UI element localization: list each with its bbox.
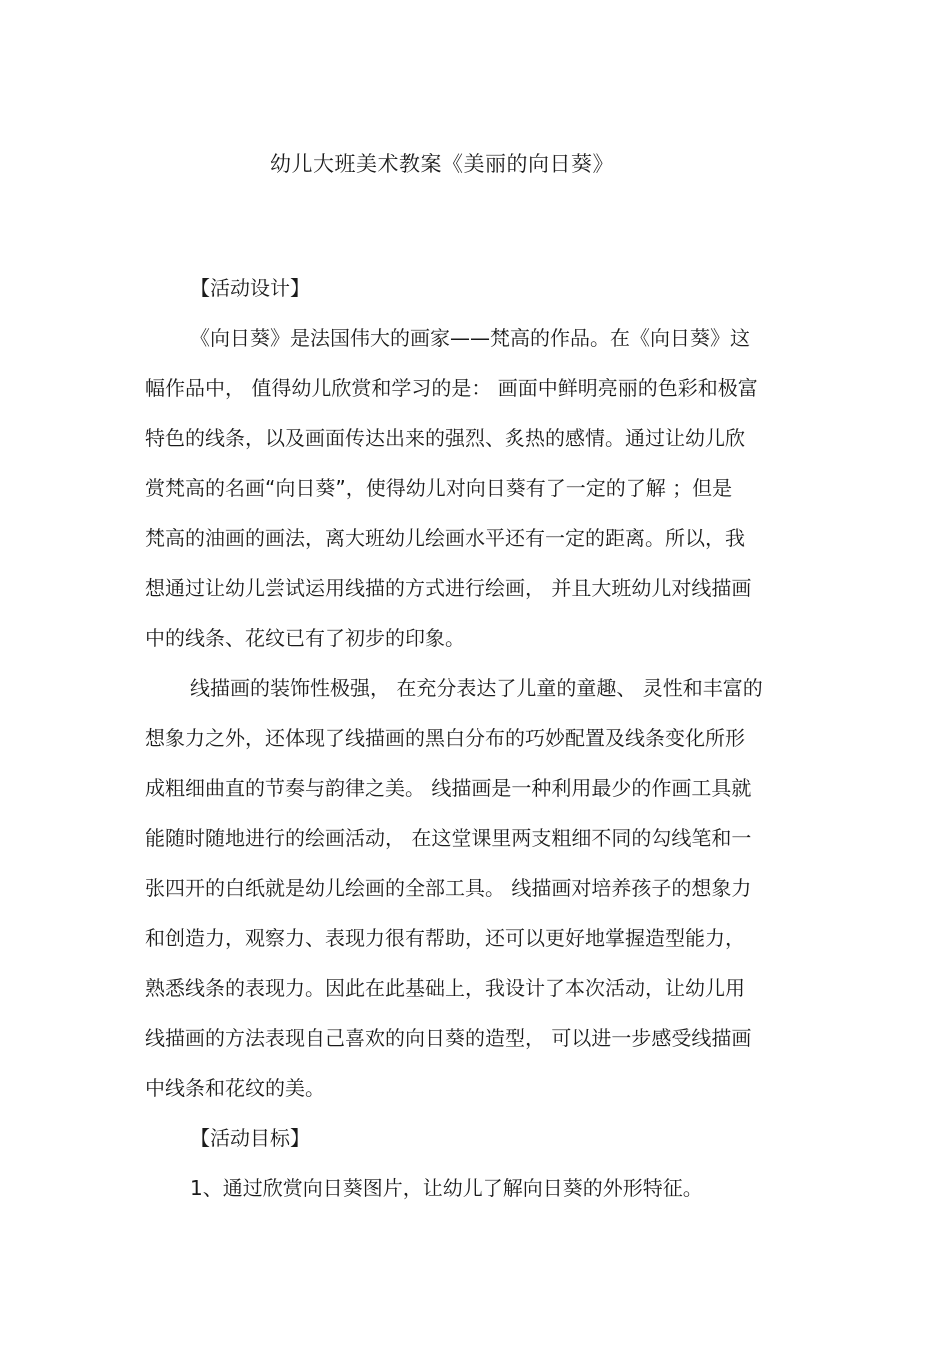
paragraph-line: 赏梵高的名画“向日葵”，使得幼儿对向日葵有了一定的了解 ；但是 bbox=[145, 476, 733, 500]
paragraph-line: 线描画的装饰性极强， 在充分表达了儿童的童趣、 灵性和丰富的 bbox=[190, 676, 763, 700]
paragraph-line: 《向日葵》是法国伟大的画家——梵高的作品。在《向日葵》这 bbox=[190, 326, 750, 350]
document-title: 幼儿大班美术教案《美丽的向日葵》 bbox=[270, 152, 614, 176]
section-heading-goals: 【活动目标】 bbox=[190, 1126, 310, 1150]
paragraph-line: 想象力之外，还体现了线描画的黑白分布的巧妙配置及线条变化所形 bbox=[145, 726, 745, 750]
paragraph-line: 特色的线条，以及画面传达出来的强烈、炙热的感情。通过让幼儿欣 bbox=[145, 426, 745, 450]
paragraph-line: 幅作品中， 值得幼儿欣赏和学习的是： 画面中鲜明亮丽的色彩和极富 bbox=[145, 376, 758, 400]
paragraph-line: 想通过让幼儿尝试运用线描的方式进行绘画， 并且大班幼儿对线描画 bbox=[145, 576, 752, 600]
paragraph-line: 线描画的方法表现自己喜欢的向日葵的造型， 可以进一步感受线描画 bbox=[145, 1026, 752, 1050]
paragraph-line: 中的线条、花纹已有了初步的印象。 bbox=[145, 626, 465, 650]
goal-item: 1、通过欣赏向日葵图片，让幼儿了解向日葵的外形特征。 bbox=[190, 1176, 703, 1200]
paragraph-line: 成粗细曲直的节奏与韵律之美。 线描画是一种利用最少的作画工具就 bbox=[145, 776, 752, 800]
paragraph-line: 张四开的白纸就是幼儿绘画的全部工具。 线描画对培养孩子的想象力 bbox=[145, 876, 752, 900]
paragraph-line: 中线条和花纹的美。 bbox=[145, 1076, 325, 1100]
section-heading-design: 【活动设计】 bbox=[190, 276, 310, 300]
paragraph-line: 能随时随地进行的绘画活动， 在这堂课里两支粗细不同的勾线笔和一 bbox=[145, 826, 752, 850]
paragraph-line: 和创造力，观察力、表现力很有帮助，还可以更好地掌握造型能力， bbox=[145, 926, 745, 950]
paragraph-line: 熟悉线条的表现力。因此在此基础上，我设计了本次活动，让幼儿用 bbox=[145, 976, 745, 1000]
paragraph-line: 梵高的油画的画法，离大班幼儿绘画水平还有一定的距离。所以，我 bbox=[145, 526, 745, 550]
